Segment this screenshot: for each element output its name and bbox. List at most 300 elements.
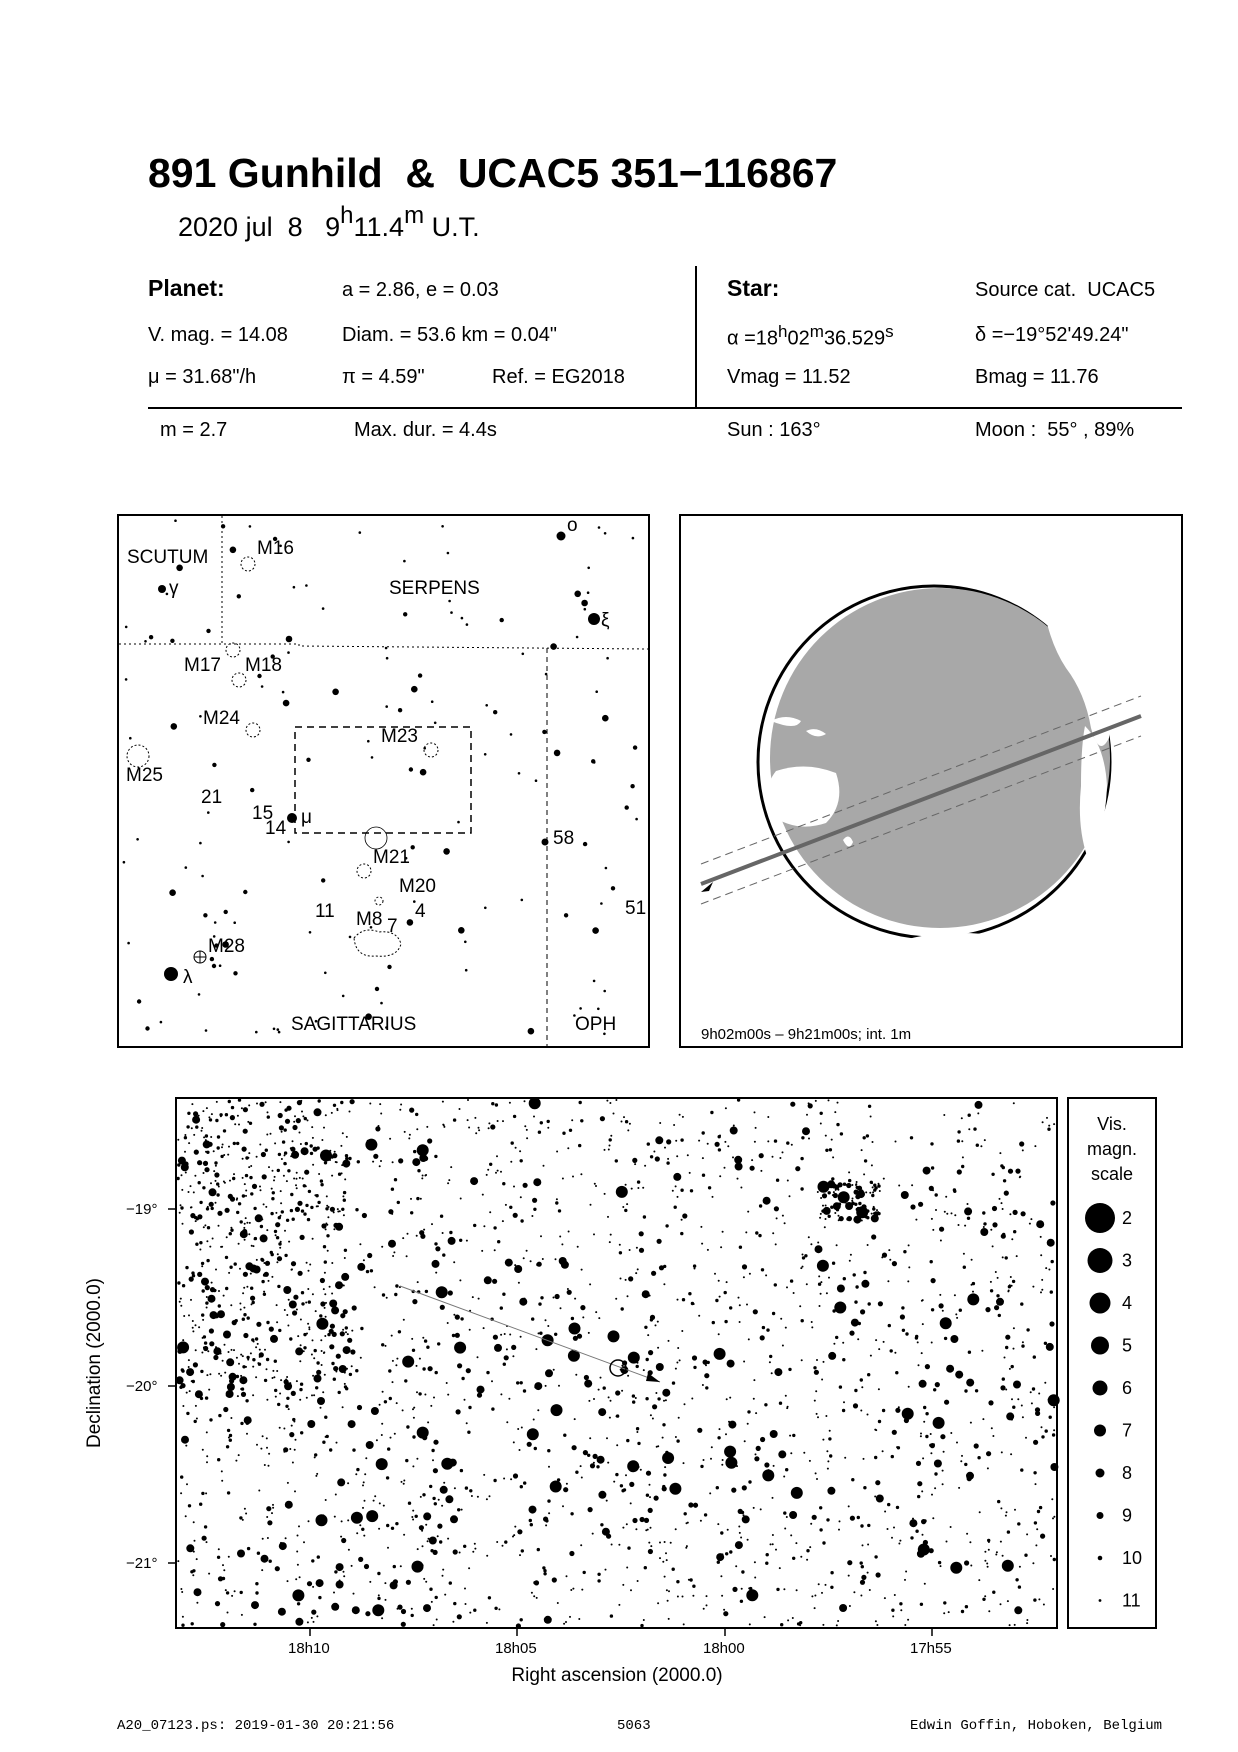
field-star [611,1544,613,1546]
field-star [838,1219,840,1221]
field-star [690,1189,693,1192]
field-star [303,1212,306,1215]
field-star [623,1488,626,1491]
field-star [877,1184,880,1187]
field-star [685,1547,687,1549]
field-star [538,1302,541,1305]
field-star [426,1346,429,1349]
field-star [223,1331,231,1339]
field-star [266,1506,271,1511]
field-star [768,1469,770,1471]
field-star [255,1337,258,1340]
finder-star [380,1002,383,1005]
field-star [915,1336,918,1339]
field-star [395,1284,398,1287]
field-star [469,1612,471,1614]
field-star [236,1197,238,1199]
label-21: 21 [201,787,223,808]
field-star [829,1430,831,1432]
legend-mark-2 [1085,1203,1115,1233]
field-star [833,1191,835,1193]
field-star [406,1580,411,1585]
field-star [394,1178,397,1181]
field-star [867,1244,869,1246]
field-star [965,1605,968,1608]
field-star [333,1104,336,1107]
field-star [204,1525,207,1528]
field-star [367,1253,372,1258]
field-star [744,1440,746,1442]
field-star [935,1193,938,1196]
field-star [195,1349,197,1351]
field-star [839,1204,841,1206]
field-star [335,1311,337,1313]
field-star [201,1127,203,1129]
field-star [286,1314,288,1316]
field-star [382,1293,385,1296]
field-star [377,1597,380,1600]
field-star [284,1254,287,1257]
field-star [195,1243,198,1246]
field-star [404,1379,407,1382]
field-star [478,1298,480,1300]
field-star [870,1181,873,1184]
field-star [656,1446,658,1448]
field-star [894,1594,896,1596]
field-star [908,1386,910,1388]
field-star [711,1446,713,1448]
field-star [403,1480,405,1482]
field-star [436,1286,448,1298]
field-star [269,1327,274,1332]
field-star [918,1202,923,1207]
star-gamma [158,585,166,593]
field-star [395,1522,398,1525]
field-star [868,1105,871,1108]
field-star [378,1594,380,1596]
field-star [306,1397,308,1399]
field-star [562,1132,565,1135]
field-star [208,1389,210,1391]
field-star [209,1246,211,1248]
field-star [751,1159,753,1161]
field-star [727,1145,729,1147]
field-star [828,1191,831,1194]
field-star [388,1209,393,1214]
field-star [245,1156,248,1159]
field-star [1013,1348,1015,1350]
field-star [632,1400,635,1403]
finder-chart [117,514,650,1048]
field-star [449,1231,452,1234]
finder-star [342,995,345,998]
field-star [343,1199,346,1202]
field-star [236,1357,238,1359]
label-4: 4 [415,901,426,922]
field-star [649,1484,651,1486]
field-star [266,1516,268,1518]
field-star [460,1469,463,1472]
field-star [477,1386,485,1394]
field-star [536,1597,538,1599]
field-star [542,1258,544,1260]
field-star [717,1436,720,1439]
legend-mark-7 [1094,1425,1106,1437]
field-star [1009,1368,1011,1370]
field-star [860,1189,862,1191]
field-star [215,1165,217,1167]
star-chart [0,1090,1238,1710]
field-star [968,1128,970,1130]
field-star [516,1623,521,1628]
field-star [1026,1619,1028,1621]
field-star [741,1588,743,1590]
field-star [271,1197,274,1200]
field-star [402,1356,414,1368]
field-star [836,1624,838,1626]
field-star [242,1194,245,1197]
field-star [310,1206,313,1209]
field-star [615,1159,618,1162]
field-star [666,1589,668,1591]
field-star [695,1506,697,1508]
field-star [443,1482,445,1484]
field-star [871,1213,873,1215]
label-11: 11 [315,901,335,922]
field-star [402,1409,404,1411]
field-star [226,1358,234,1366]
field-star [351,1365,353,1367]
field-star [181,1624,184,1627]
field-star [364,1473,366,1475]
field-star [495,1172,497,1174]
field-star [944,1211,946,1213]
field-star [316,1473,318,1475]
field-star [538,1131,541,1134]
footer-author: Edwin Goffin, Hoboken, Belgium [910,1718,1163,1734]
field-star [399,1109,401,1111]
field-star [352,1606,360,1614]
field-star [240,1388,242,1390]
field-star [610,1400,612,1402]
finder-star [485,704,488,707]
field-star [181,1189,183,1191]
field-star [459,1108,461,1110]
field-star [300,1100,302,1102]
field-star [208,1142,213,1147]
field-star [664,1576,666,1578]
field-star [513,1473,518,1478]
field-star [429,1588,432,1591]
field-star [1032,1387,1035,1390]
field-star [643,1619,645,1621]
field-star [278,1242,281,1245]
field-star [520,1219,523,1222]
field-star [239,1303,241,1305]
field-star [969,1541,971,1543]
field-star [206,1374,208,1376]
field-star [822,1193,827,1198]
field-star [834,1302,846,1314]
y-axis-label: Declination (2000.0) [84,1277,105,1449]
field-star [767,1140,769,1142]
legend-mark-11 [1099,1599,1102,1602]
field-star [263,1293,266,1296]
field-star [997,1277,999,1279]
field-star [229,1439,232,1442]
field-star [514,1264,516,1266]
field-star [758,1234,761,1237]
field-star [288,1241,290,1243]
finder-star [431,700,434,703]
field-star [1013,1102,1015,1104]
field-star [497,1240,500,1243]
field-star [216,1193,219,1196]
field-star [999,1152,1001,1154]
field-star [496,1155,498,1157]
field-star [336,1354,341,1359]
field-star [968,1351,971,1354]
field-star [827,1487,835,1495]
field-star [430,1405,432,1407]
finder-star [169,889,176,896]
field-star [946,1365,954,1373]
field-star [808,1102,810,1104]
finder-star [598,526,601,529]
field-star [673,1124,675,1126]
field-star [984,1551,986,1553]
field-star [892,1261,897,1266]
field-star [556,1151,558,1153]
field-star [216,1182,219,1185]
field-star [320,1407,322,1409]
field-star [648,1508,653,1513]
finder-star [542,730,546,734]
field-star [291,1425,293,1427]
field-star [300,1235,305,1240]
field-star [908,1266,910,1268]
finder-star [597,1008,600,1011]
field-star [732,1156,734,1158]
field-star [770,1543,772,1545]
field-star [974,1443,979,1448]
field-star [676,1362,678,1364]
field-star [366,1510,378,1522]
field-star [242,1519,244,1521]
star-bmag: Bmag = 11.76 [975,366,1099,388]
field-star [527,1442,532,1447]
field-star [182,1223,184,1225]
globe-svg [681,516,1181,1046]
field-star [806,1549,809,1552]
field-star [242,1355,244,1357]
field-star [296,1178,298,1180]
field-star [782,1345,784,1347]
field-star [608,1396,610,1398]
field-star [962,1156,964,1158]
field-star [294,1449,296,1451]
field-star [345,1387,348,1390]
field-star [210,1287,215,1292]
label-mu: μ [301,807,312,828]
field-star [209,1188,217,1196]
field-star [392,1381,394,1383]
field-star [321,1364,323,1366]
field-star [853,1403,858,1408]
field-star [295,1618,303,1626]
field-star [942,1310,944,1312]
field-star [281,1131,283,1133]
field-star [229,1180,231,1182]
finder-star [411,845,415,849]
field-star [181,1174,183,1176]
field-star [891,1537,893,1539]
field-star [182,1284,185,1287]
field-star [448,1237,456,1245]
field-star [741,1570,744,1573]
field-star [1053,1516,1055,1518]
field-star [611,1339,613,1341]
field-star [251,1303,253,1305]
field-star [759,1153,764,1158]
field-star [854,1203,857,1206]
field-star [946,1213,948,1215]
field-star [266,1358,269,1361]
finder-star [635,818,638,821]
field-star [448,1290,453,1295]
field-star [271,1253,274,1256]
field-star [299,1132,301,1134]
label-m25: M25 [126,765,163,786]
finder-star [587,567,590,570]
field-star [333,1228,335,1230]
field-star [563,1434,566,1437]
field-star [904,1624,906,1626]
field-star [876,1495,884,1503]
field-star [552,1577,557,1582]
field-star [990,1229,992,1231]
field-star [192,1327,194,1329]
field-star [396,1402,398,1404]
field-star [1008,1169,1013,1174]
field-star [194,1588,202,1596]
field-star [258,1490,260,1492]
field-star [872,1191,874,1193]
field-star [782,1151,784,1153]
field-star [865,1191,867,1193]
field-star [887,1528,889,1530]
field-star [262,1538,264,1540]
field-star [290,1155,292,1157]
field-star [211,1113,213,1115]
field-star [648,1549,653,1554]
field-star [820,1213,822,1215]
field-star [319,1314,322,1317]
field-star [610,1614,613,1617]
field-star [293,1178,295,1180]
field-star [203,1136,205,1138]
event-date: 2020 jul 8 [178,212,303,242]
field-star [354,1308,356,1310]
field-star [780,1623,783,1626]
field-star [979,1511,981,1513]
field-star [286,1219,289,1222]
field-star [727,1360,735,1368]
field-star [970,1422,972,1424]
field-star [921,1352,923,1354]
field-star [275,1396,277,1398]
field-star [725,1433,727,1435]
field-star [193,1191,195,1193]
field-star [672,1381,675,1384]
field-star [759,1204,762,1207]
field-star [1017,1522,1020,1525]
field-star [194,1420,197,1423]
field-star [992,1206,997,1211]
finder-star [387,965,391,969]
field-star [225,1589,227,1591]
field-star [466,1422,468,1424]
field-star [286,1180,288,1182]
field-star [684,1512,687,1515]
field-star [964,1560,969,1565]
field-star [182,1405,184,1407]
field-star [976,1144,979,1147]
field-star [317,1397,325,1405]
field-star [295,1207,300,1212]
field-star [1022,1341,1024,1343]
field-star [968,1114,971,1117]
field-star [346,1368,348,1370]
field-star [725,1552,728,1555]
field-star [521,1427,523,1429]
field-star [722,1231,724,1233]
event-datetime [178,202,480,243]
field-star [469,1489,472,1492]
ytick-19: −19° [126,1201,158,1218]
finder-star [632,537,635,540]
field-star [908,1244,910,1246]
field-star [321,1350,323,1352]
field-star [635,1397,637,1399]
finder-star [210,957,214,961]
field-star [272,1191,275,1194]
field-star [743,1276,745,1278]
field-star [466,1240,468,1242]
field-star [381,1617,383,1619]
field-star [232,1321,234,1323]
field-star [392,1161,394,1163]
field-star [468,1127,470,1129]
field-star [853,1591,855,1593]
field-star [284,1379,289,1384]
field-star [301,1291,304,1294]
field-star [716,1486,719,1489]
field-star [229,1373,237,1381]
field-star [944,1400,949,1405]
field-star [581,1477,583,1479]
field-star [432,1497,435,1500]
field-star [809,1460,811,1462]
field-star [267,1115,270,1118]
field-star [192,1116,200,1124]
field-star [721,1595,723,1597]
finder-star [458,927,465,934]
field-star [1044,1382,1046,1384]
field-star [193,1111,198,1116]
field-star [513,1115,516,1118]
field-star [717,1561,720,1564]
